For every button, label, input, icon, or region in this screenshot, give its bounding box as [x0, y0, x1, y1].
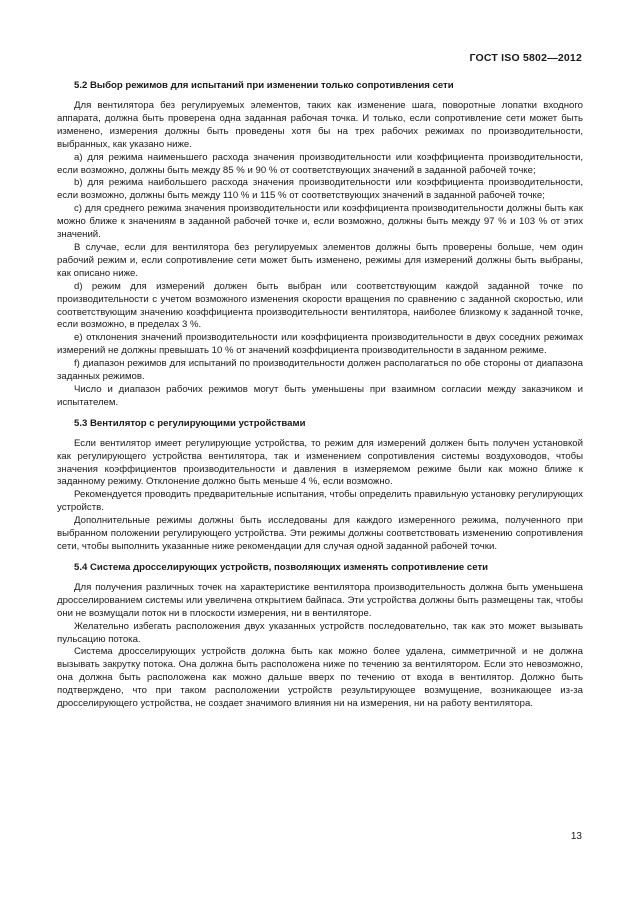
- paragraph: Если вентилятор имеет регулирующие устройства, то режим для измерений должен быть получен установкой как регулирующего устройства вентилятора, так и изменением сопротивления системы воздуховодов, чтобы значения коэффициентов производительности и давления в измеряемом режиме были как можно ближе к заданному режиму. Отклонение должно быть меньше 4 %, если возможно.: [57, 437, 583, 488]
- section-heading: 5.4 Система дросселирующих устройств, позволяющих изменять сопротивление сети: [74, 561, 489, 573]
- paragraph: Для вентилятора без регулируемых элементов, таких как изменение шага, поворотные лопатки входного аппарата, должна быть проверена одна заданная рабочая точка. И только, если сопротивление сети может быть изменено, измерения должны быть проведены хотя бы на трех рабочих режимах по производительности, выбранных, как указано ниже.: [57, 100, 583, 150]
- section-5-2: [57, 80, 583, 410]
- paragraph: Желательно избегать расположения двух указанных устройств последовательно, так как это может вызывать пульсацию потока.: [57, 620, 583, 645]
- section-heading: 5.2 Выбор режимов для испытаний при изменении только сопротивления сети: [74, 80, 454, 91]
- page-content: [57, 80, 583, 711]
- paragraph: Для получения различных точек на характеристике вентилятора производительность должна быть уменьшена дросселированием системы или увеличена открытием байпаса. Эти устройства должны быть размещены так, чтобы они не возмущали поток ни в плоскости измерения, ни в вентиляторе.: [57, 581, 583, 619]
- paragraph: е) отклонения значений производительности или коэффициента производительности в двух соседних режимах измерений не должны превышать 10 % от значений коэффициента производительности в заданном режиме.: [57, 332, 583, 357]
- paragraph: Число и диапазон рабочих режимов могут быть уменьшены при взаимном согласии между заказчиком и испытателем.: [57, 383, 583, 408]
- paragraph: а) для режима наименьшего расхода значения производительности или коэффициента производительности, если возможно, должны быть между 85 % и 90 % от соответствующих значений в заданной рабочей точке;: [57, 151, 583, 176]
- paragraph: Дополнительные режимы должны быть исследованы для каждого измеренного режима, полученного при выбранном положении регулирующего устройства. Эти режимы должны соответствовать изменению сопротивления сети, чтобы выполнить указанные ниже рекомендации для случая одной заданной рабочей точки.: [57, 515, 583, 552]
- paragraph: В случае, если для вентилятора без регулируемых элементов должны быть проверены больше, чем один рабочий режим и, если сопротивление сети может быть изменено, режимы для измерений должны быть выбраны, как описано ниже.: [57, 241, 583, 279]
- paragraph: Система дросселирующих устройств должна быть как можно более удалена, симметричной и не должна вызывать закрутку потока. Она должна быть расположена ниже по течению за вентилятором. Если это невозможно, она должна быть расположена как можно дальше вверх по течению от входа в вентилятор. Должно быть подтверждено, что при таком расположении устройств результирующее возмущение, возникающее из-за дросселирующего устройства, не создает значимого влияния ни на измерения, ни на работу вентилятора.: [57, 646, 583, 710]
- paragraph: f) диапазон режимов для испытаний по производительности должен располагаться по обе стороны от диапазона заданных режимов.: [57, 358, 583, 383]
- section-heading: 5.3 Вентилятор с регулирующими устройствами: [74, 417, 306, 429]
- paragraph: d) режим для измерений должен быть выбран или соответствующим каждой заданной точке по производительности с учетом возможного изменения скорости вращения по сравнению с заданной скоростью, или соответствующим значению коэффициента производительности вентилятора, наиболее близкому к заданной точке, если возможно, в пределах 3 %.: [57, 280, 583, 331]
- page-number: 13: [570, 831, 582, 842]
- section-5-3: [57, 418, 583, 554]
- section-5-4: [57, 562, 583, 711]
- paragraph: b) для режима наибольшего расхода значения производительности или коэффициента производительности, если возможно, должны быть между 110 % и 115 % от соответствующих значений в заданной рабочей точке;: [57, 177, 583, 202]
- standard-header: ГОСТ ISO 5802—2012: [469, 52, 582, 64]
- paragraph: Рекомендуется проводить предварительные испытания, чтобы определить правильную установку регулирующих устройств.: [57, 489, 583, 514]
- paragraph: c) для среднего режима значения производительности или коэффициента производительности должны быть как можно ближе к значениям в заданной рабочей точке и, если возможно, должны быть между 97 % и 103 % от этих значений.: [57, 203, 583, 241]
